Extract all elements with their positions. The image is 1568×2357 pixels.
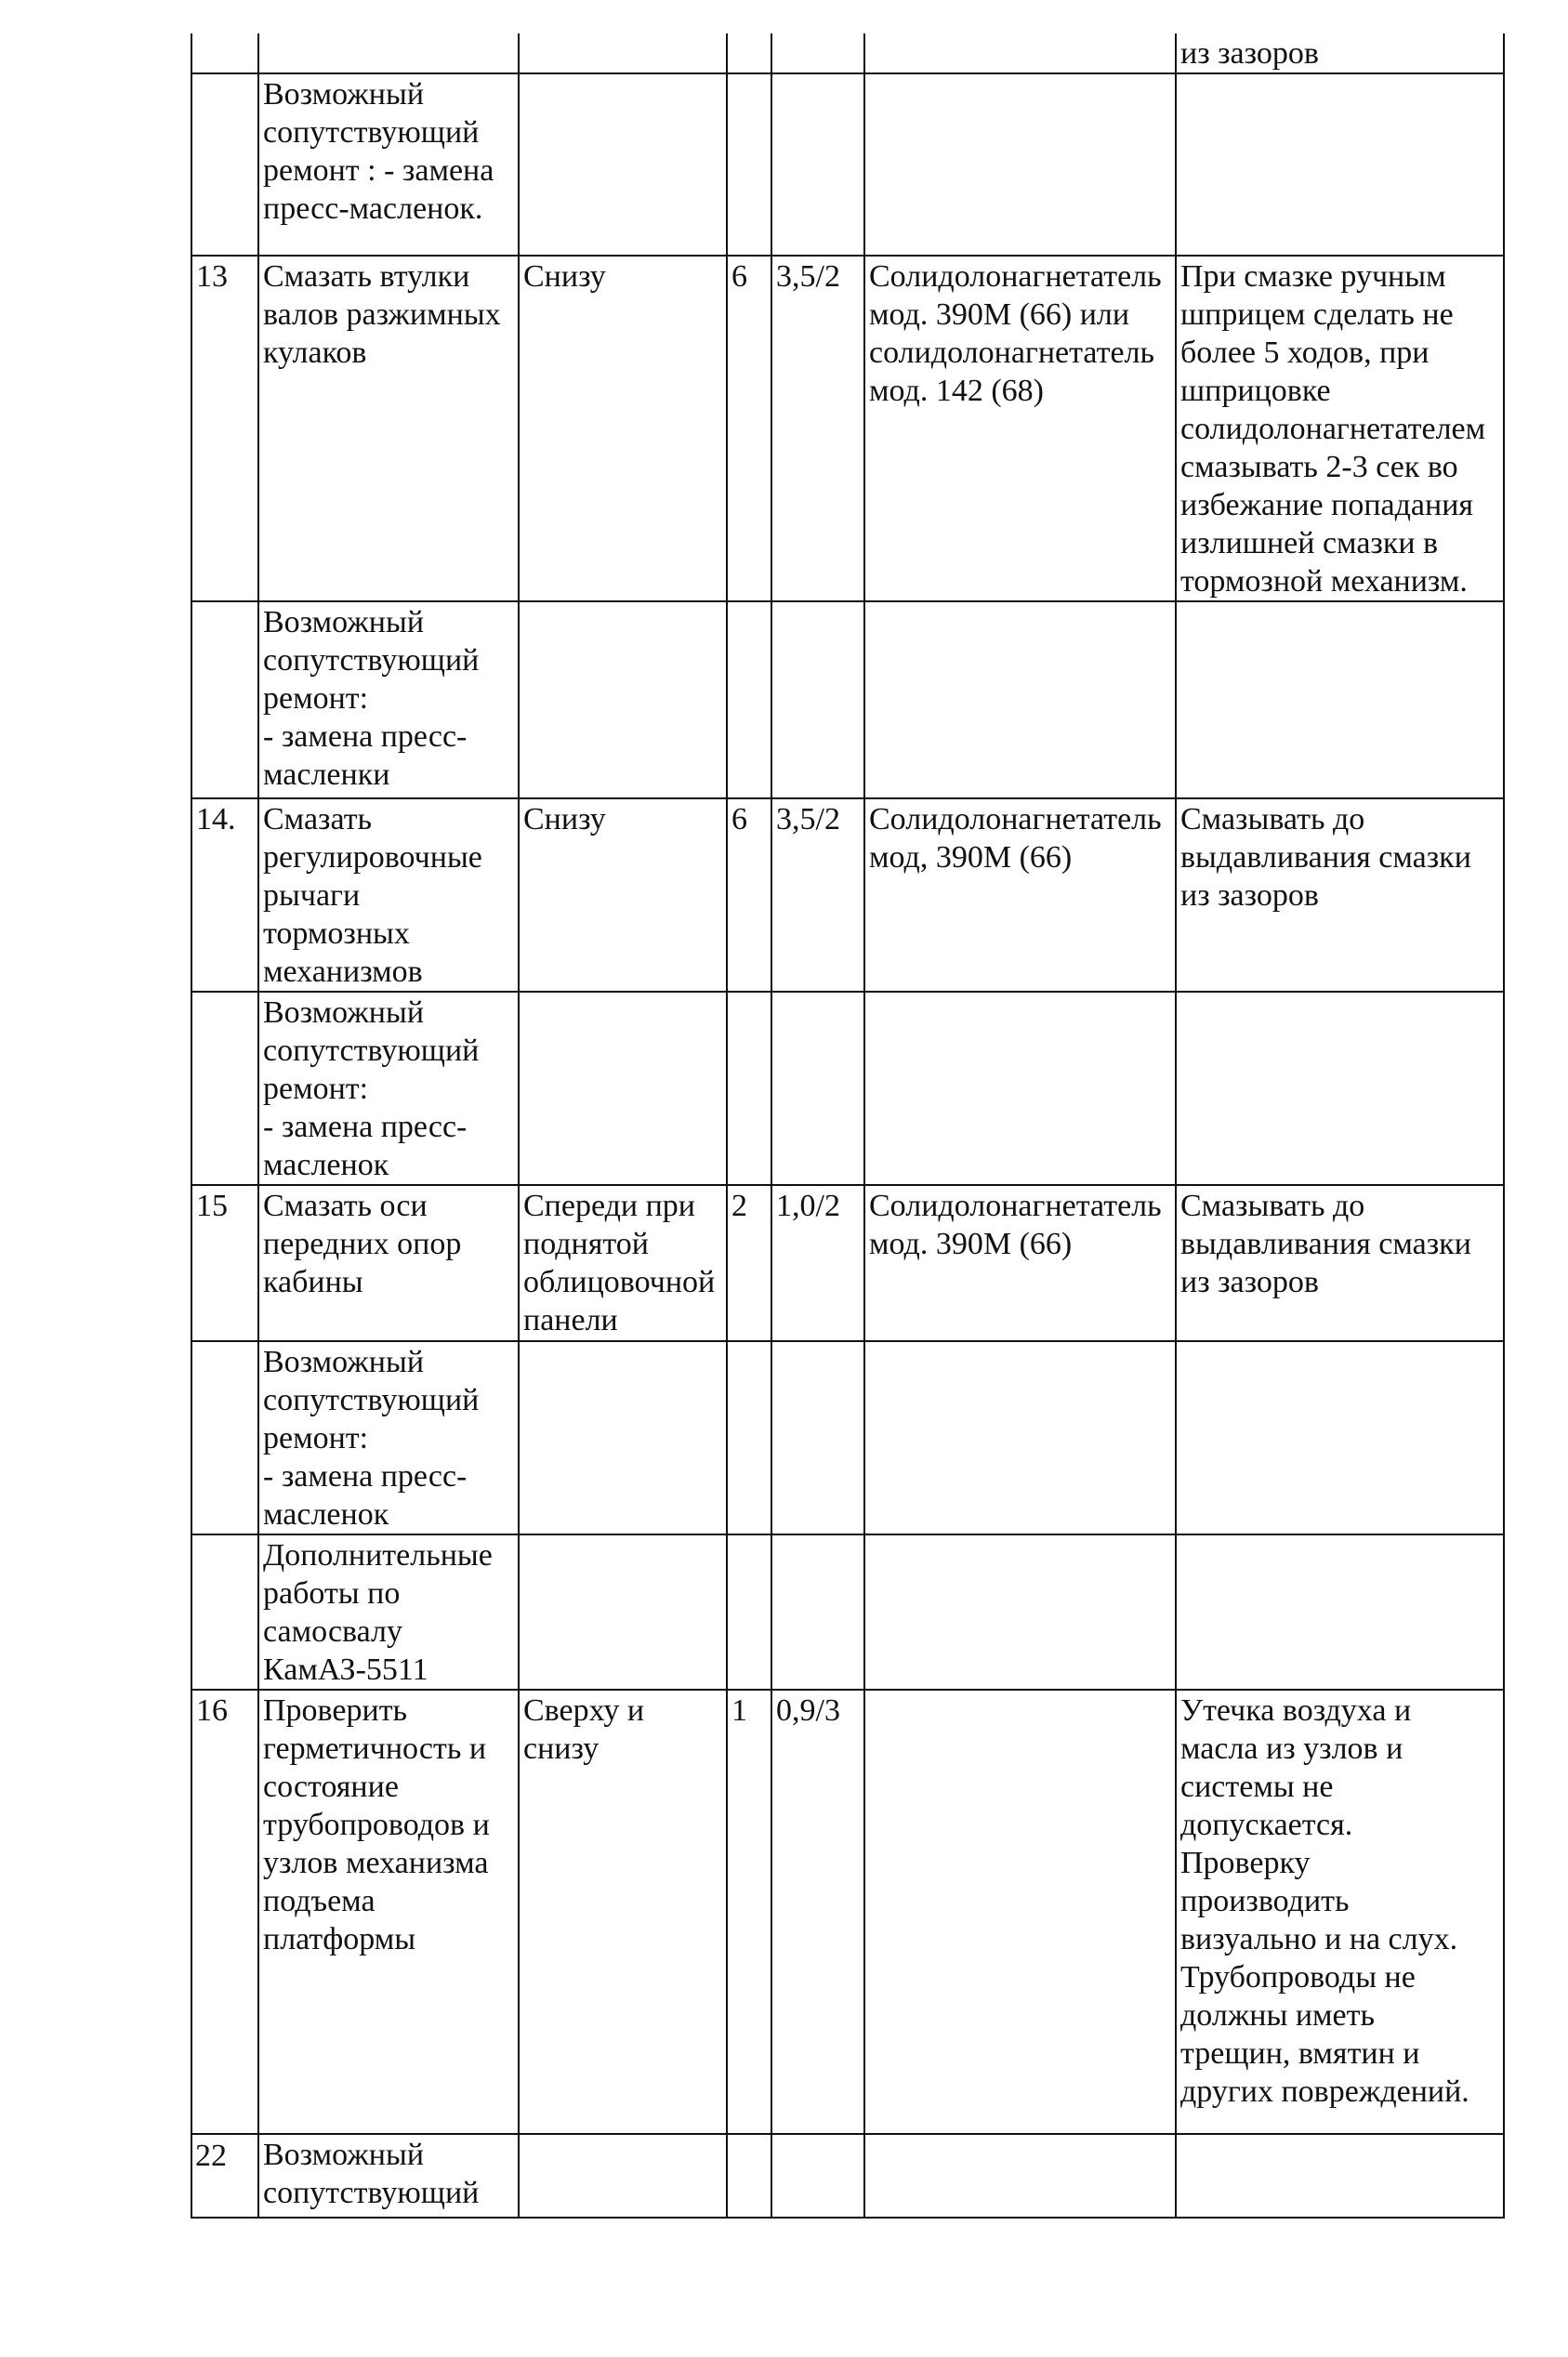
- cell-location: [519, 1534, 727, 1690]
- cell-operation: Возможный сопутствующий: [258, 2134, 519, 2218]
- cell-location: [519, 1341, 727, 1534]
- cell-labor: 0,9/3: [771, 1690, 864, 2134]
- cell-number: [191, 992, 258, 1185]
- cell-location: [519, 992, 727, 1185]
- cell-equipment: [864, 1534, 1176, 1690]
- table-row: [191, 798, 1504, 992]
- cell-points: [727, 73, 771, 256]
- cell-notes: [1176, 73, 1504, 256]
- cell-labor: 1,0/2: [771, 1185, 864, 1341]
- cell-labor: [771, 992, 864, 1185]
- cell-equipment: Солидолонагнетатель мод. 390М (66): [864, 1185, 1176, 1341]
- cell-points: [727, 1534, 771, 1690]
- cell-number: [191, 1534, 258, 1690]
- cell-notes: [1176, 992, 1504, 1185]
- cell-location: Снизу: [519, 798, 727, 992]
- cell-equipment: [864, 1341, 1176, 1534]
- cell-labor: 3,5/2: [771, 256, 864, 601]
- cell-operation: Возможный сопутствующий ремонт: - замена пресс- масленок: [258, 992, 519, 1185]
- cell-equipment: [864, 992, 1176, 1185]
- cell-operation: Смазать оси передних опор кабины: [258, 1185, 519, 1341]
- cell-equipment: Солидолонагнетатель мод, 390М (66): [864, 798, 1176, 992]
- cell-location: [519, 2134, 727, 2218]
- cell-equipment: [864, 2134, 1176, 2218]
- cell-location: [519, 33, 727, 73]
- table-row: [191, 1341, 1504, 1534]
- cell-notes: Утечка воздуха и масла из узлов и системы не допускается. Проверку производить визуально и на слух. Трубопроводы не должны иметь трещин, вмятин и других повреждений.: [1176, 1690, 1504, 2134]
- cell-points: [727, 992, 771, 1185]
- cell-points: 6: [727, 798, 771, 992]
- table-row: [191, 33, 1504, 73]
- cell-labor: 3,5/2: [771, 798, 864, 992]
- cell-location: [519, 73, 727, 256]
- cell-number: [191, 1341, 258, 1534]
- cell-number: [191, 73, 258, 256]
- cell-operation: Смазать втулки валов разжимных кулаков: [258, 256, 519, 601]
- cell-labor: [771, 601, 864, 798]
- cell-equipment: [864, 73, 1176, 256]
- table-row: [191, 1534, 1504, 1690]
- cell-labor: [771, 1534, 864, 1690]
- cell-notes: [1176, 601, 1504, 798]
- maintenance-table: [191, 33, 1505, 2219]
- cell-location: [519, 601, 727, 798]
- cell-notes: [1176, 1534, 1504, 1690]
- cell-points: [727, 1341, 771, 1534]
- cell-number: 15: [191, 1185, 258, 1341]
- cell-notes: Смазывать до выдавливания смазки из зазоров: [1176, 1185, 1504, 1341]
- cell-labor: [771, 73, 864, 256]
- cell-notes: Смазывать до выдавливания смазки из зазоров: [1176, 798, 1504, 992]
- cell-points: [727, 601, 771, 798]
- cell-operation: Возможный сопутствующий ремонт: - замена пресс- масленки: [258, 601, 519, 798]
- cell-operation: Возможный сопутствующий ремонт: - замена пресс- масленок: [258, 1341, 519, 1534]
- table-row: [191, 1690, 1504, 2134]
- cell-points: [727, 33, 771, 73]
- cell-location: Сверху и снизу: [519, 1690, 727, 2134]
- cell-equipment: Солидолонагнетатель мод. 390М (66) или солидолонагнетатель мод. 142 (68): [864, 256, 1176, 601]
- cell-number: 13: [191, 256, 258, 601]
- table-row: [191, 2134, 1504, 2218]
- cell-points: 6: [727, 256, 771, 601]
- cell-points: [727, 2134, 771, 2218]
- page-number: 22: [195, 2139, 227, 2173]
- cell-number: 16: [191, 1690, 258, 2134]
- cell-operation: [258, 33, 519, 73]
- table-row: [191, 73, 1504, 256]
- cell-operation: Смазать регулировочные рычаги тормозных механизмов: [258, 798, 519, 992]
- cell-equipment: [864, 33, 1176, 73]
- cell-equipment: [864, 601, 1176, 798]
- cell-number: [191, 33, 258, 73]
- table-row: [191, 601, 1504, 798]
- cell-operation: Проверить герметичность и состояние трубопроводов и узлов механизма подъема платформы: [258, 1690, 519, 2134]
- cell-operation: Дополнительные работы по самосвалу КамАЗ-5511: [258, 1534, 519, 1690]
- cell-location: Спереди при поднятой облицовочной панели: [519, 1185, 727, 1341]
- cell-notes: При смазке ручным шприцем сделать не более 5 ходов, при шприцовке солидолонагнетателем смазывать 2-3 сек во избежание попадания излишней смазки в тормозной механизм.: [1176, 256, 1504, 601]
- table-row: [191, 256, 1504, 601]
- cell-points: 2: [727, 1185, 771, 1341]
- table-row: [191, 992, 1504, 1185]
- cell-operation: Возможный сопутствующий ремонт : - замена пресс-масленок.: [258, 73, 519, 256]
- cell-notes: [1176, 2134, 1504, 2218]
- cell-equipment: [864, 1690, 1176, 2134]
- cell-number: [191, 601, 258, 798]
- table-body: [191, 33, 1504, 2218]
- cell-number: 14.: [191, 798, 258, 992]
- table-row: [191, 1185, 1504, 1341]
- cell-labor: [771, 1341, 864, 1534]
- cell-labor: [771, 33, 864, 73]
- cell-points: 1: [727, 1690, 771, 2134]
- cell-location: Снизу: [519, 256, 727, 601]
- cell-notes: из зазоров: [1176, 33, 1504, 73]
- cell-notes: [1176, 1341, 1504, 1534]
- cell-labor: [771, 2134, 864, 2218]
